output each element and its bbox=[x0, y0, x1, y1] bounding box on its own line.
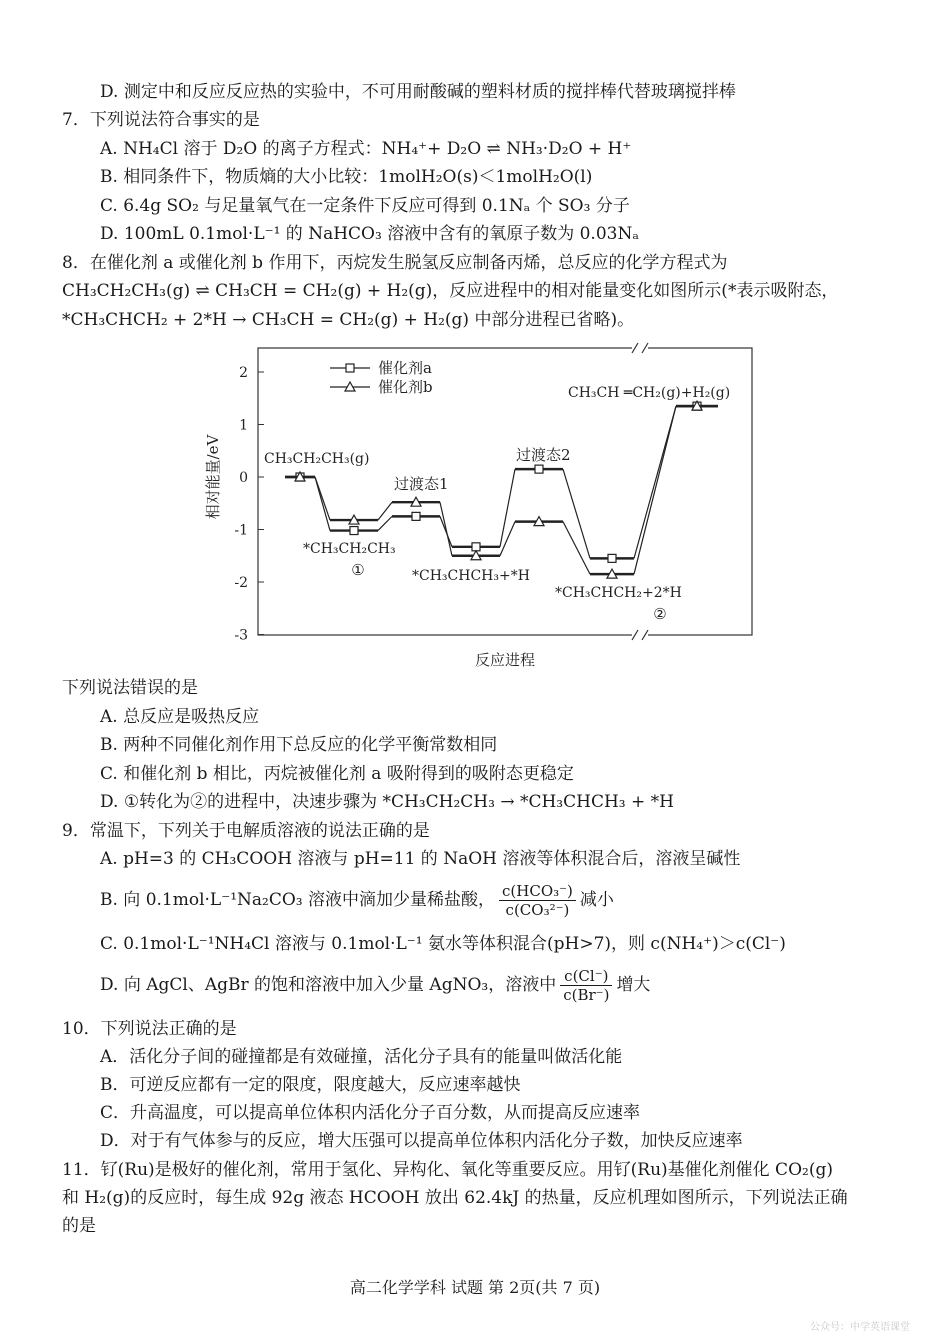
label-adsorbed-propane: *CH₃CH₂CH₃ bbox=[303, 541, 396, 557]
q9-option-d bbox=[100, 965, 650, 1005]
q10-option-a: A．活化分子间的碰撞都是有效碰撞，活化分子具有的能量叫做活化能 bbox=[100, 1047, 623, 1067]
q9-b-tail: 减小 bbox=[579, 890, 614, 910]
q9-option-a: A. pH=3 的 CH₃COOH 溶液与 pH=11 的 NaOH 溶液等体积混合后，溶液呈碱性 bbox=[100, 849, 741, 869]
legend-label: 催化剂b bbox=[378, 378, 433, 396]
q9-b-fraction bbox=[499, 882, 576, 919]
q8-option-d: D. ①转化为②的进程中，决速步骤为 *CH₃CH₂CH₃ → *CH₃CHCH₃ + *H bbox=[100, 792, 674, 812]
y-tick-label: -3 bbox=[234, 627, 248, 644]
q9-option-c: C. 0.1mol·L⁻¹NH₄Cl 溶液与 0.1mol·L⁻¹ 氨水等体积混合(pH>7)，则 c(NH₄⁺)＞c(Cl⁻) bbox=[100, 934, 786, 954]
q7-option-d: D. 100mL 0.1mol·L⁻¹ 的 NaHCO₃ 溶液中含有的氧原子数为 0.03Nₐ bbox=[100, 224, 639, 244]
q9-option-b bbox=[100, 880, 614, 920]
connector-a bbox=[378, 516, 392, 530]
connector-b bbox=[315, 477, 330, 520]
marker-square bbox=[350, 527, 358, 535]
q7-option-c: C. 6.4g SO₂ 与足量氧气在一定条件下反应可得到 0.1Nₐ 个 SO₃ 分子 bbox=[100, 196, 630, 216]
watermark: 公众号：中学英语课堂 bbox=[810, 1322, 910, 1333]
y-tick-label: 2 bbox=[239, 365, 248, 381]
q9-b-numerator: c(HCO₃⁻) bbox=[499, 882, 576, 901]
y-tick-label: 0 bbox=[239, 470, 248, 486]
label-adsorbed-propyl: *CH₃CHCH₃+*H bbox=[412, 568, 530, 584]
label-transition-state-2: 过渡态2 bbox=[516, 446, 571, 464]
q9-stem: 9．常温下，下列关于电解质溶液的说法正确的是 bbox=[62, 821, 430, 841]
y-axis-label: 相对能量/eV bbox=[204, 434, 222, 520]
connector-b bbox=[563, 522, 590, 575]
x-axis-label: 反应进程 bbox=[474, 651, 536, 669]
q11-line-2: 和 H₂(g)的反应时，每生成 92g 液态 HCOOH 放出 62.4kJ 的热量，反应机理如图所示，下列说法正确 bbox=[62, 1188, 848, 1208]
y-tick-label: 1 bbox=[239, 417, 248, 434]
connector-a bbox=[563, 469, 590, 558]
label-state-1: ① bbox=[351, 561, 365, 579]
q9-b-denominator: c(CO₃²⁻) bbox=[505, 901, 570, 919]
label-transition-state-1: 过渡态1 bbox=[394, 475, 449, 493]
label-propane-gas: CH₃CH₂CH₃(g) bbox=[264, 451, 370, 467]
q6-option-d: D. 测定中和反应反应热的实验中，不可用耐酸碱的塑料材质的搅拌棒代替玻璃搅拌棒 bbox=[100, 82, 736, 102]
q8-after-stem: 下列说法错误的是 bbox=[62, 678, 198, 698]
q9-b-text: B. 向 0.1mol·L⁻¹Na₂CO₃ 溶液中滴加少量稀盐酸， bbox=[100, 890, 496, 910]
q8-option-c: C. 和催化剂 b 相比，丙烷被催化剂 a 吸附得到的吸附态更稳定 bbox=[100, 764, 574, 784]
q7-stem: 7．下列说法符合事实的是 bbox=[62, 110, 260, 130]
marker-square bbox=[535, 465, 543, 473]
connector-b bbox=[378, 502, 392, 520]
connector-b bbox=[440, 502, 452, 556]
q11-line-3: 的是 bbox=[62, 1216, 96, 1236]
q9-d-numerator: c(Cl⁻) bbox=[560, 967, 612, 986]
legend-label: 催化剂a bbox=[378, 359, 432, 377]
q9-d-text: D. 向 AgCl、AgBr 的饱和溶液中加入少量 AgNO₃，溶液中 bbox=[100, 975, 557, 995]
label-product: CH₃CH ═CH₂(g)+H₂(g) bbox=[568, 385, 731, 401]
marker-square bbox=[412, 512, 420, 520]
q8-option-b: B. 两种不同催化剂作用下总反应的化学平衡常数相同 bbox=[100, 735, 498, 755]
q8-stem-2: CH₃CH₂CH₃(g) ⇌ CH₃CH = CH₂(g) + H₂(g)，反应进程中的相对能量变化如图所示(*表示吸附态， bbox=[62, 281, 839, 301]
q9-d-denominator: c(Br⁻) bbox=[563, 986, 610, 1004]
marker-square bbox=[608, 554, 616, 562]
legend-marker-square bbox=[346, 364, 354, 372]
label-adsorbed-propene: *CH₃CHCH₂+2*H bbox=[555, 585, 682, 601]
y-tick-label: -2 bbox=[234, 575, 248, 591]
q10-stem: 10．下列说法正确的是 bbox=[62, 1019, 237, 1039]
q10-option-b: B．可逆反应都有一定的限度，限度越大，反应速率越快 bbox=[100, 1075, 521, 1095]
q8-stem-1: 8．在催化剂 a 或催化剂 b 作用下，丙烷发生脱氢反应制备丙烯，总反应的化学方程式为 bbox=[62, 253, 728, 273]
energy-profile-chart bbox=[0, 335, 950, 675]
chart-root bbox=[204, 343, 752, 669]
q10-option-c: C．升高温度，可以提高单位体积内活化分子百分数，从而提高反应速率 bbox=[100, 1103, 641, 1123]
q8-option-a: A. 总反应是吸热反应 bbox=[100, 707, 260, 727]
q10-option-d: D．对于有气体参与的反应，增大压强可以提高单位体积内活化分子数，加快反应速率 bbox=[100, 1131, 743, 1151]
connector-a bbox=[500, 469, 515, 547]
q7-option-a: A. NH₄Cl 溶于 D₂O 的离子方程式：NH₄⁺+ D₂O ⇌ NH₃·D₂O + H⁺ bbox=[100, 139, 632, 159]
q8-stem-3: *CH₃CHCH₂ + 2*H → CH₃CH = CH₂(g) + H₂(g) 中部分进程已省略)。 bbox=[62, 310, 635, 330]
q9-d-tail: 增大 bbox=[616, 975, 651, 995]
q11-line-1: 11．钌(Ru)是极好的催化剂，常用于氢化、异构化、氧化等重要反应。用钌(Ru)基催化剂催化 CO₂(g) bbox=[62, 1160, 833, 1180]
page-footer: 高二化学学科 试题 第 2页(共 7 页) bbox=[349, 1278, 601, 1297]
q9-d-fraction bbox=[560, 967, 612, 1004]
connector-b bbox=[500, 522, 515, 556]
y-tick-label: -1 bbox=[234, 522, 248, 539]
connector-b bbox=[634, 406, 676, 574]
q7-option-b: B. 相同条件下，物质熵的大小比较：1molH₂O(s)＜1molH₂O(l) bbox=[100, 167, 593, 187]
label-state-2: ② bbox=[653, 605, 667, 623]
